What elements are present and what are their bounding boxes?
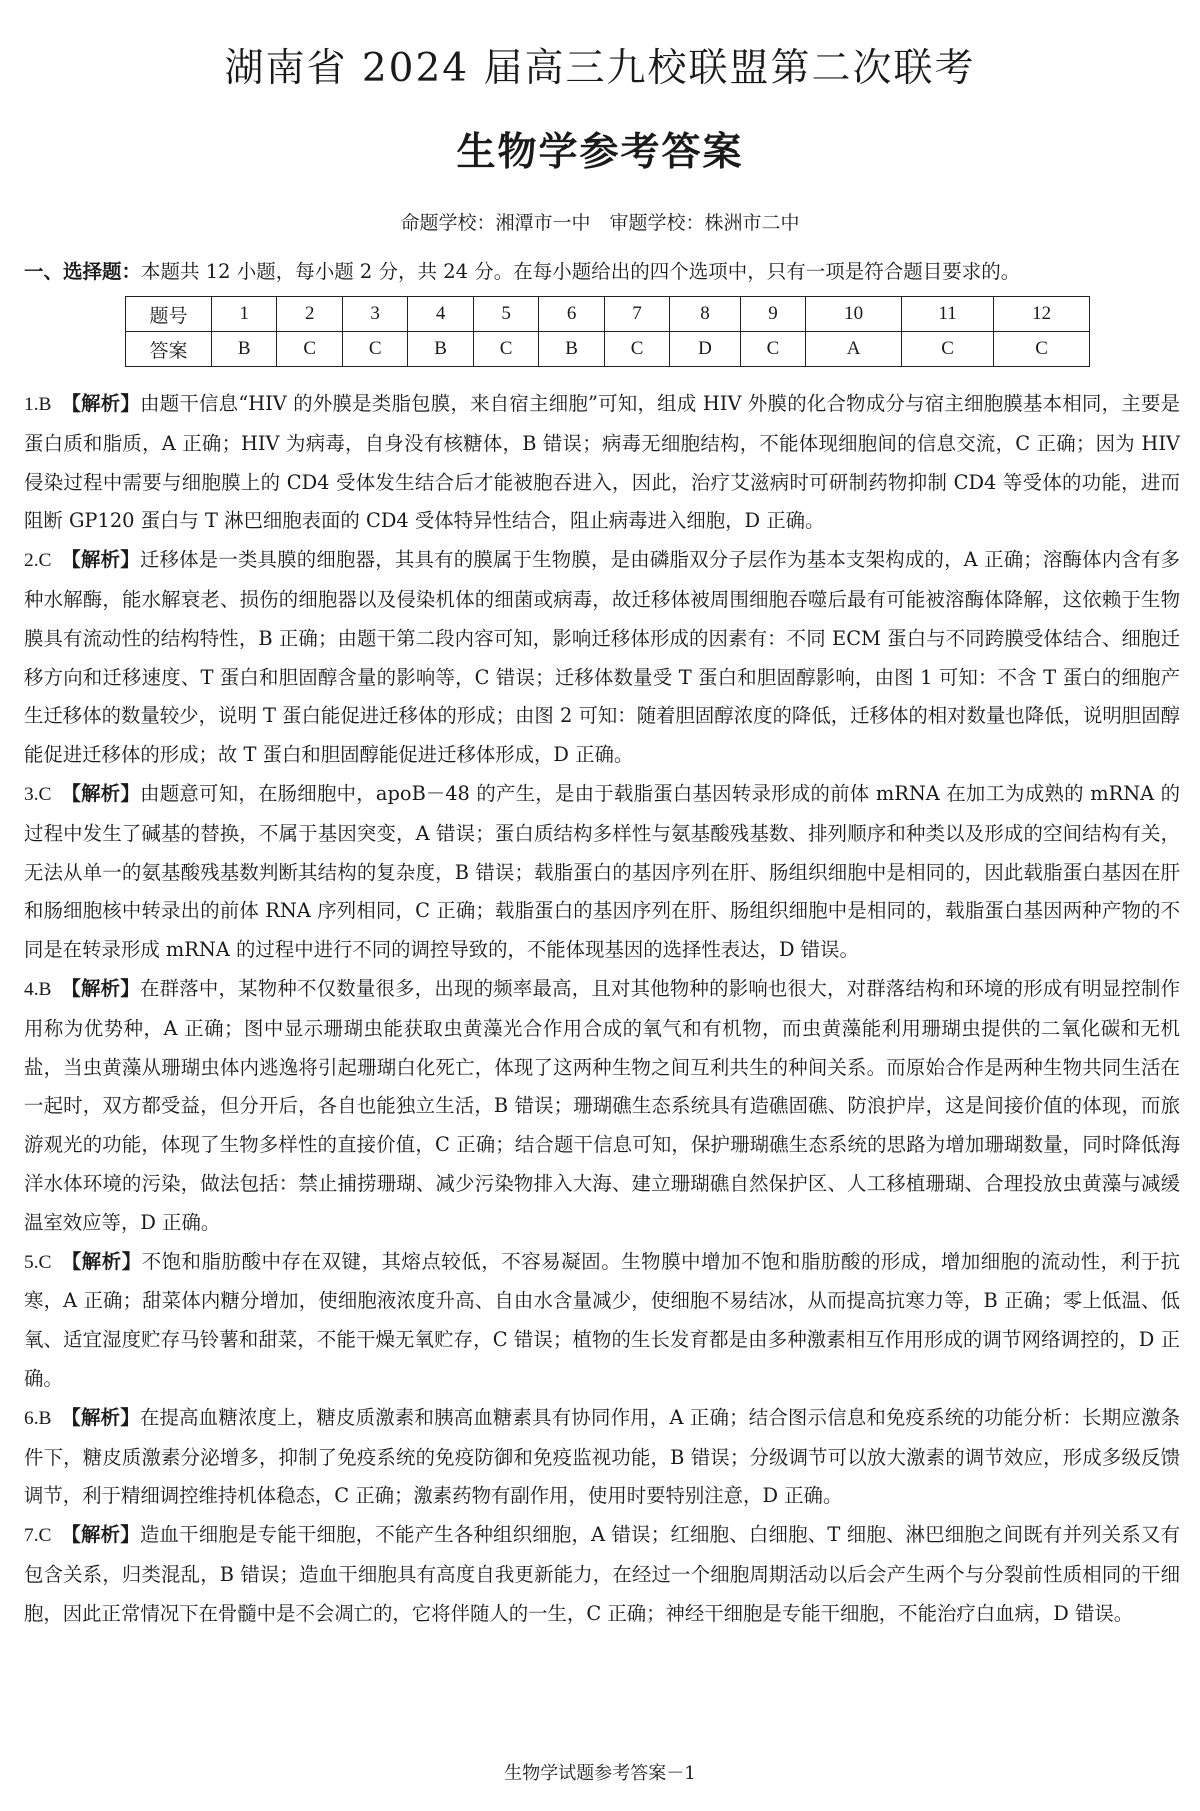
schools-line: 命题学校：湘潭市一中 审题学校：株洲市二中 [400,212,800,234]
explanation-item [24,970,1180,1243]
item-text: 不饱和脂肪酸中存在双键，其熔点较低，不容易凝固。生物膜中增加不饱和脂肪酸的形成，增加细胞的流动性，利于抗寒，A 正确；甜菜体内糖分增加，使细胞液浓度升高、自由水含量减少，使细胞不易结冰，从而提高抗寒力等，B 正确；零上低温、低氧、适宜湿度贮存马铃薯和甜菜，不能干燥无氧贮存，C 错误；植物的生长发育都是由多种激素相互作用形成的调节网络调控的，D 正确。 [24,1249,1181,1390]
analysis-tag: 【解析】 [61,548,140,572]
answer-cell: D [670,332,740,367]
item-text: 迁移体是一类具膜的细胞器，其具有的膜属于生物膜，是由磷脂双分子层作为基本支架构成的，A 正确；溶酶体内含有多种水解酶，能水解衰老、损伤的细胞器以及侵染机体的细菌或病毒，故迁移体被周围细胞吞噬后最有可能被溶酶体降解，这依赖于生物膜具有流动性的结构特性，B 正确；由题干第二段内容可知，影响迁移体形成的因素有：不同 ECM 蛋白与不同跨膜受体结合、细胞迁移方向和迁移速度、T 蛋白和胆固醇含量的影响等，C 错误；迁移体数量受 T 蛋白和胆固醇影响，由图 1 可知：不含 T 蛋白的细胞产生迁移体的数量较少，说明 T 蛋白能促进迁移体的形成；由图 2 可知：随着胆固醇浓度的降低，迁移体的相对数量也降低，说明胆固醇能促进迁移体的形成；故 T 蛋白和胆固醇能促进迁移体形成，D 正确。 [24,548,1180,767]
question-number-row [126,297,1090,332]
item-number: 5.C [24,1251,52,1273]
document-subtitle: 生物学参考答案 [456,130,744,175]
section-heading [24,258,1180,286]
analysis-tag: 【解析】 [61,392,141,415]
question-number: 7 [604,297,669,332]
exam-title: 湖南省 2024 届高三九校联盟第二次联考 [224,46,976,91]
answer-cell: C [994,332,1090,367]
question-number: 11 [901,297,993,332]
question-number: 5 [473,297,538,332]
question-number: 2 [277,297,342,332]
answer-cell: B [539,332,604,367]
answer-row [126,332,1090,367]
item-number: 1.B [24,394,52,415]
row-label-number: 题号 [126,297,212,332]
item-number: 4.B [24,978,52,1000]
item-number: 6.B [24,1407,52,1429]
question-number: 6 [539,297,604,332]
question-number: 9 [740,297,805,332]
item-number: 3.C [24,783,52,805]
question-number: 10 [806,297,902,332]
item-text: 造血干细胞是专能干细胞，不能产生各种组织细胞，A 错误；红细胞、白细胞、T 细胞、淋巴细胞之间既有并列关系又有包含关系，归类混乱，B 错误；造血干细胞具有高度自我更新能力，在经过一个细胞周期活动以后会产生两个与分裂前性质相同的干细胞，因此正常情况下在骨髓中是不会凋亡的，它将伴随人的一生，C 正确；神经干细胞是专能干细胞，不能治疗白血病，D 错误。 [24,1523,1181,1625]
answer-cell: B [408,332,473,367]
item-number: 7.C [24,1525,52,1547]
analysis-tag: 【解析】 [61,781,141,805]
explanation-item [24,1243,1180,1399]
item-text: 在群落中，某物种不仅数量很多，出现的频率最高，且对其他物种的影响也很大，对群落结构和环境的形成有明显控制作用称为优势种，A 正确；图中显示珊瑚虫能获取虫黄藻光合作用合成的氧气和有机物，而虫黄藻能利用珊瑚虫提供的二氧化碳和无机盐，当虫黄藻从珊瑚虫体内逃逸将引起珊瑚白化死亡，体现了这两种生物之间互利共生的种间关系。而原始合作是两种生物共同生活在一起时，双方都受益，但分开后，各自也能独立生活，B 错误；珊瑚礁生态系统具有造礁固礁、防浪护岸，这是间接价值的体现，而旅游观光的功能，体现了生物多样性的直接价值，C 正确；结合题干信息可知，保护珊瑚礁生态系统的思路为增加珊瑚数量，同时降低海洋水体环境的污染，做法包括：禁止捕捞珊瑚、减少污染物排入大海、建立珊瑚礁自然保护区、人工移植珊瑚、合理投放虫黄藻与减缓温室效应等，D 正确。 [24,976,1181,1234]
answer-cell: C [740,332,805,367]
answer-table [125,296,1090,367]
analysis-tag: 【解析】 [61,1249,142,1273]
explanation-list [24,385,1180,1634]
answer-cell: C [604,332,669,367]
section-instructions: 本题共 12 小题，每小题 2 分，共 24 分。在每小题给出的四个选项中，只有一项是符合题目要求的。 [141,260,1021,283]
analysis-tag: 【解析】 [61,1405,140,1429]
answer-cell: C [342,332,407,367]
question-number: 8 [670,297,740,332]
item-number: 2.C [24,550,52,572]
explanation-item [24,1399,1180,1516]
question-number: 3 [342,297,407,332]
section-label: 一、选择题： [24,260,142,283]
explanation-item [24,385,1180,541]
question-number: 1 [212,297,277,332]
row-label-answer: 答案 [126,332,212,367]
page-footer: 生物学试题参考答案－1 [504,1763,696,1784]
explanation-item [24,1516,1180,1633]
item-text: 在提高血糖浓度上，糖皮质激素和胰高血糖素具有协同作用，A 正确；结合图示信息和免疫系统的功能分析：长期应激条件下，糖皮质激素分泌增多，抑制了免疫系统的免疫防御和免疫监视功能，B 错误；分级调节可以放大激素的调节效应，形成多级反馈调节，利于精细调控维持机体稳态，C 正确；激素药物有副作用，使用时要特别注意，D 正确。 [24,1405,1180,1508]
question-number: 12 [994,297,1090,332]
analysis-tag: 【解析】 [61,1523,140,1547]
answer-cell: C [473,332,538,367]
answer-cell: C [277,332,342,367]
answer-cell: A [806,332,902,367]
analysis-tag: 【解析】 [61,976,140,1000]
explanation-item [24,541,1180,775]
explanation-item [24,775,1180,970]
question-number: 4 [408,297,473,332]
answer-cell: B [212,332,277,367]
item-text: 由题意可知，在肠细胞中，apoB－48 的产生，是由于载脂蛋白基因转录形成的前体 mRNA 在加工为成熟的 mRNA 的过程中发生了碱基的替换，不属于基因突变，A 错误；蛋白质结构多样性与氨基酸残基数、排列顺序和种类以及形成的空间结构有关，无法从单一的氨基酸残基数判断其结构的复杂度，B 错误；载脂蛋白的基因序列在肝、肠组织细胞中是相同的，因此载脂蛋白基因在肝和肠细胞核中转录出的前体 RNA 序列相同，C 正确；载脂蛋白的基因序列在肝、肠组织细胞中是相同的，载脂蛋白基因两种产物的不同是在转录形成 mRNA 的过程中进行不同的调控导致的，不能体现基因的选择性表达，D 错误。 [24,781,1180,962]
answer-cell: C [901,332,993,367]
item-text: 由题干信息“HIV 的外膜是类脂包膜，来自宿主细胞”可知，组成 HIV 外膜的化合物成分与宿主细胞膜基本相同，主要是蛋白质和脂质，A 正确；HIV 为病毒，自身没有核糖体，B 错误；病毒无细胞结构，不能体现细胞间的信息交流，C 正确；因为 HIV 侵染过程中需要与细胞膜上的 CD4 受体发生结合后才能被胞吞进入，因此，治疗艾滋病时可研制药物抑制 CD4 等受体的功能，进而阻断 GP120 蛋白与 T 淋巴细胞表面的 CD4 受体特异性结合，阻止病毒进入细胞，D 正确。 [24,392,1180,533]
